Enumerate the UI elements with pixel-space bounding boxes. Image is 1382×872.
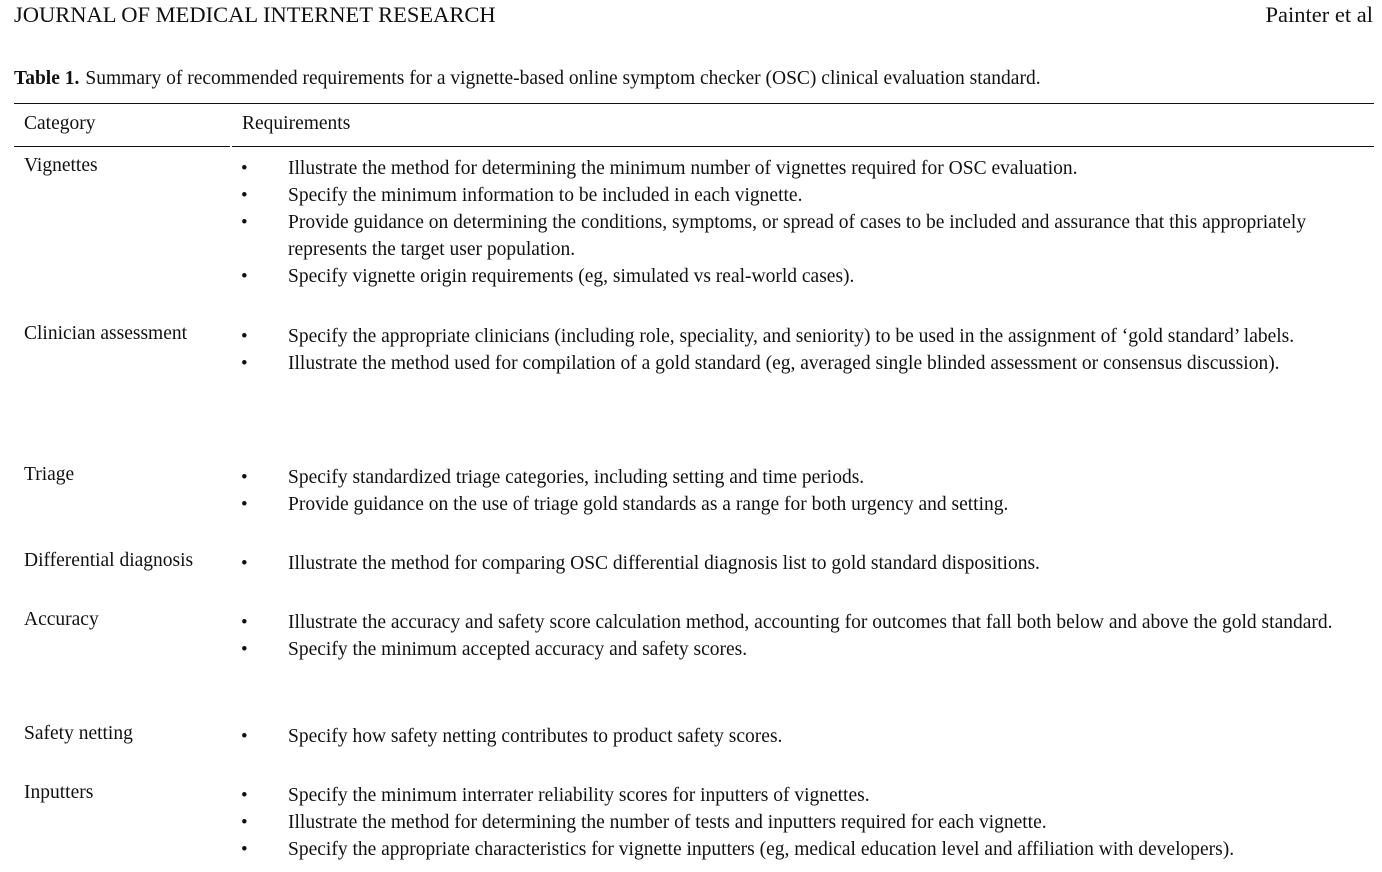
list-item [241,723,1368,750]
requirements-cell [241,550,1368,577]
list-item [241,609,1368,636]
requirement-text: Illustrate the method for determining the number of tests and inputters required for each vignette. [288,812,1047,833]
requirement-text: Specify the appropriate characteristics for vignette inputters (eg, medical education level and affiliation with developers). [288,839,1235,860]
requirement-text: Specify the appropriate clinicians (including role, speciality, and seniority) to be used in the assignment of ‘gold standard’ labels. [288,326,1295,347]
journal-title: JOURNAL OF MEDICAL INTERNET RESEARCH [14,2,496,27]
requirements-cell [241,155,1368,290]
column-header-category: Category [24,113,96,134]
list-item [241,550,1368,577]
table-label: Table 1. [14,68,80,89]
requirement-text: Specify the minimum interrater reliability scores for inputters of vignettes. [288,785,870,806]
column-header-requirements: Requirements [242,113,351,134]
category-cell: Safety netting [24,723,133,744]
list-item [241,491,1368,518]
table-top-rule [14,103,1374,104]
requirement-text: Specify the minimum accepted accuracy and safety scores. [288,639,748,660]
running-author: Painter et al [1265,2,1373,27]
bullet: • [241,326,248,347]
bullet: • [241,494,248,515]
requirements-cell [241,464,1368,518]
requirement-text: Specify how safety netting contributes to product safety scores. [288,726,783,747]
bullet: • [241,266,248,287]
requirement-text: Provide guidance on the use of triage gold standards as a range for both urgency and setting. [288,494,1009,515]
list-item [241,182,1368,209]
list-item [241,636,1368,663]
list-item [241,209,1368,263]
bullet: • [241,158,248,179]
requirements-cell [241,323,1368,377]
requirement-text: Illustrate the accuracy and safety score calculation method, accounting for outcomes that fall both below and above the gold standard. [288,612,1333,633]
list-item [241,836,1368,863]
requirement-text: Provide guidance on determining the conditions, symptoms, or spread of cases to be included and assurance that this appropriately represents the target user population. [288,212,1307,260]
bullet: • [241,185,248,206]
requirement-text: Specify the minimum information to be included in each vignette. [288,185,803,206]
requirements-cell [241,609,1368,663]
list-item [241,350,1368,377]
requirement-text: Specify standardized triage categories, including setting and time periods. [288,467,865,488]
header-rule-left [14,146,230,147]
requirement-text: Illustrate the method used for compilation of a gold standard (eg, averaged single blinded assessment or consensus discussion). [288,353,1280,374]
bullet: • [241,353,248,374]
category-cell: Clinician assessment [24,323,188,344]
category-cell: Vignettes [24,155,98,176]
list-item [241,782,1368,809]
bullet: • [241,612,248,633]
requirements-cell [241,723,1368,750]
category-cell: Triage [24,464,75,485]
table-caption-text: Summary of recommended requirements for a vignette-based online symptom checker (OSC) clinical evaluation standard. [85,68,1041,89]
bullet: • [241,212,248,233]
list-item [241,155,1368,182]
bullet: • [241,726,248,747]
bullet: • [241,639,248,660]
requirement-text: Specify vignette origin requirements (eg, simulated vs real-world cases). [288,266,855,287]
bullet: • [241,467,248,488]
list-item [241,263,1368,290]
bullet: • [241,839,248,860]
category-cell: Accuracy [24,609,99,630]
list-item [241,809,1368,836]
requirements-cell [241,782,1368,863]
table-caption [14,68,1041,90]
category-cell: Inputters [24,782,94,803]
list-item [241,464,1368,491]
requirement-text: Illustrate the method for determining the minimum number of vignettes required for OSC evaluation. [288,158,1078,179]
requirement-text: Illustrate the method for comparing OSC differential diagnosis list to gold standard dispositions. [288,553,1040,574]
list-item [241,323,1368,350]
header-rule-right [232,146,1374,147]
category-cell: Differential diagnosis [24,550,194,571]
bullet: • [241,812,248,833]
bullet: • [241,785,248,806]
bullet: • [241,553,248,574]
